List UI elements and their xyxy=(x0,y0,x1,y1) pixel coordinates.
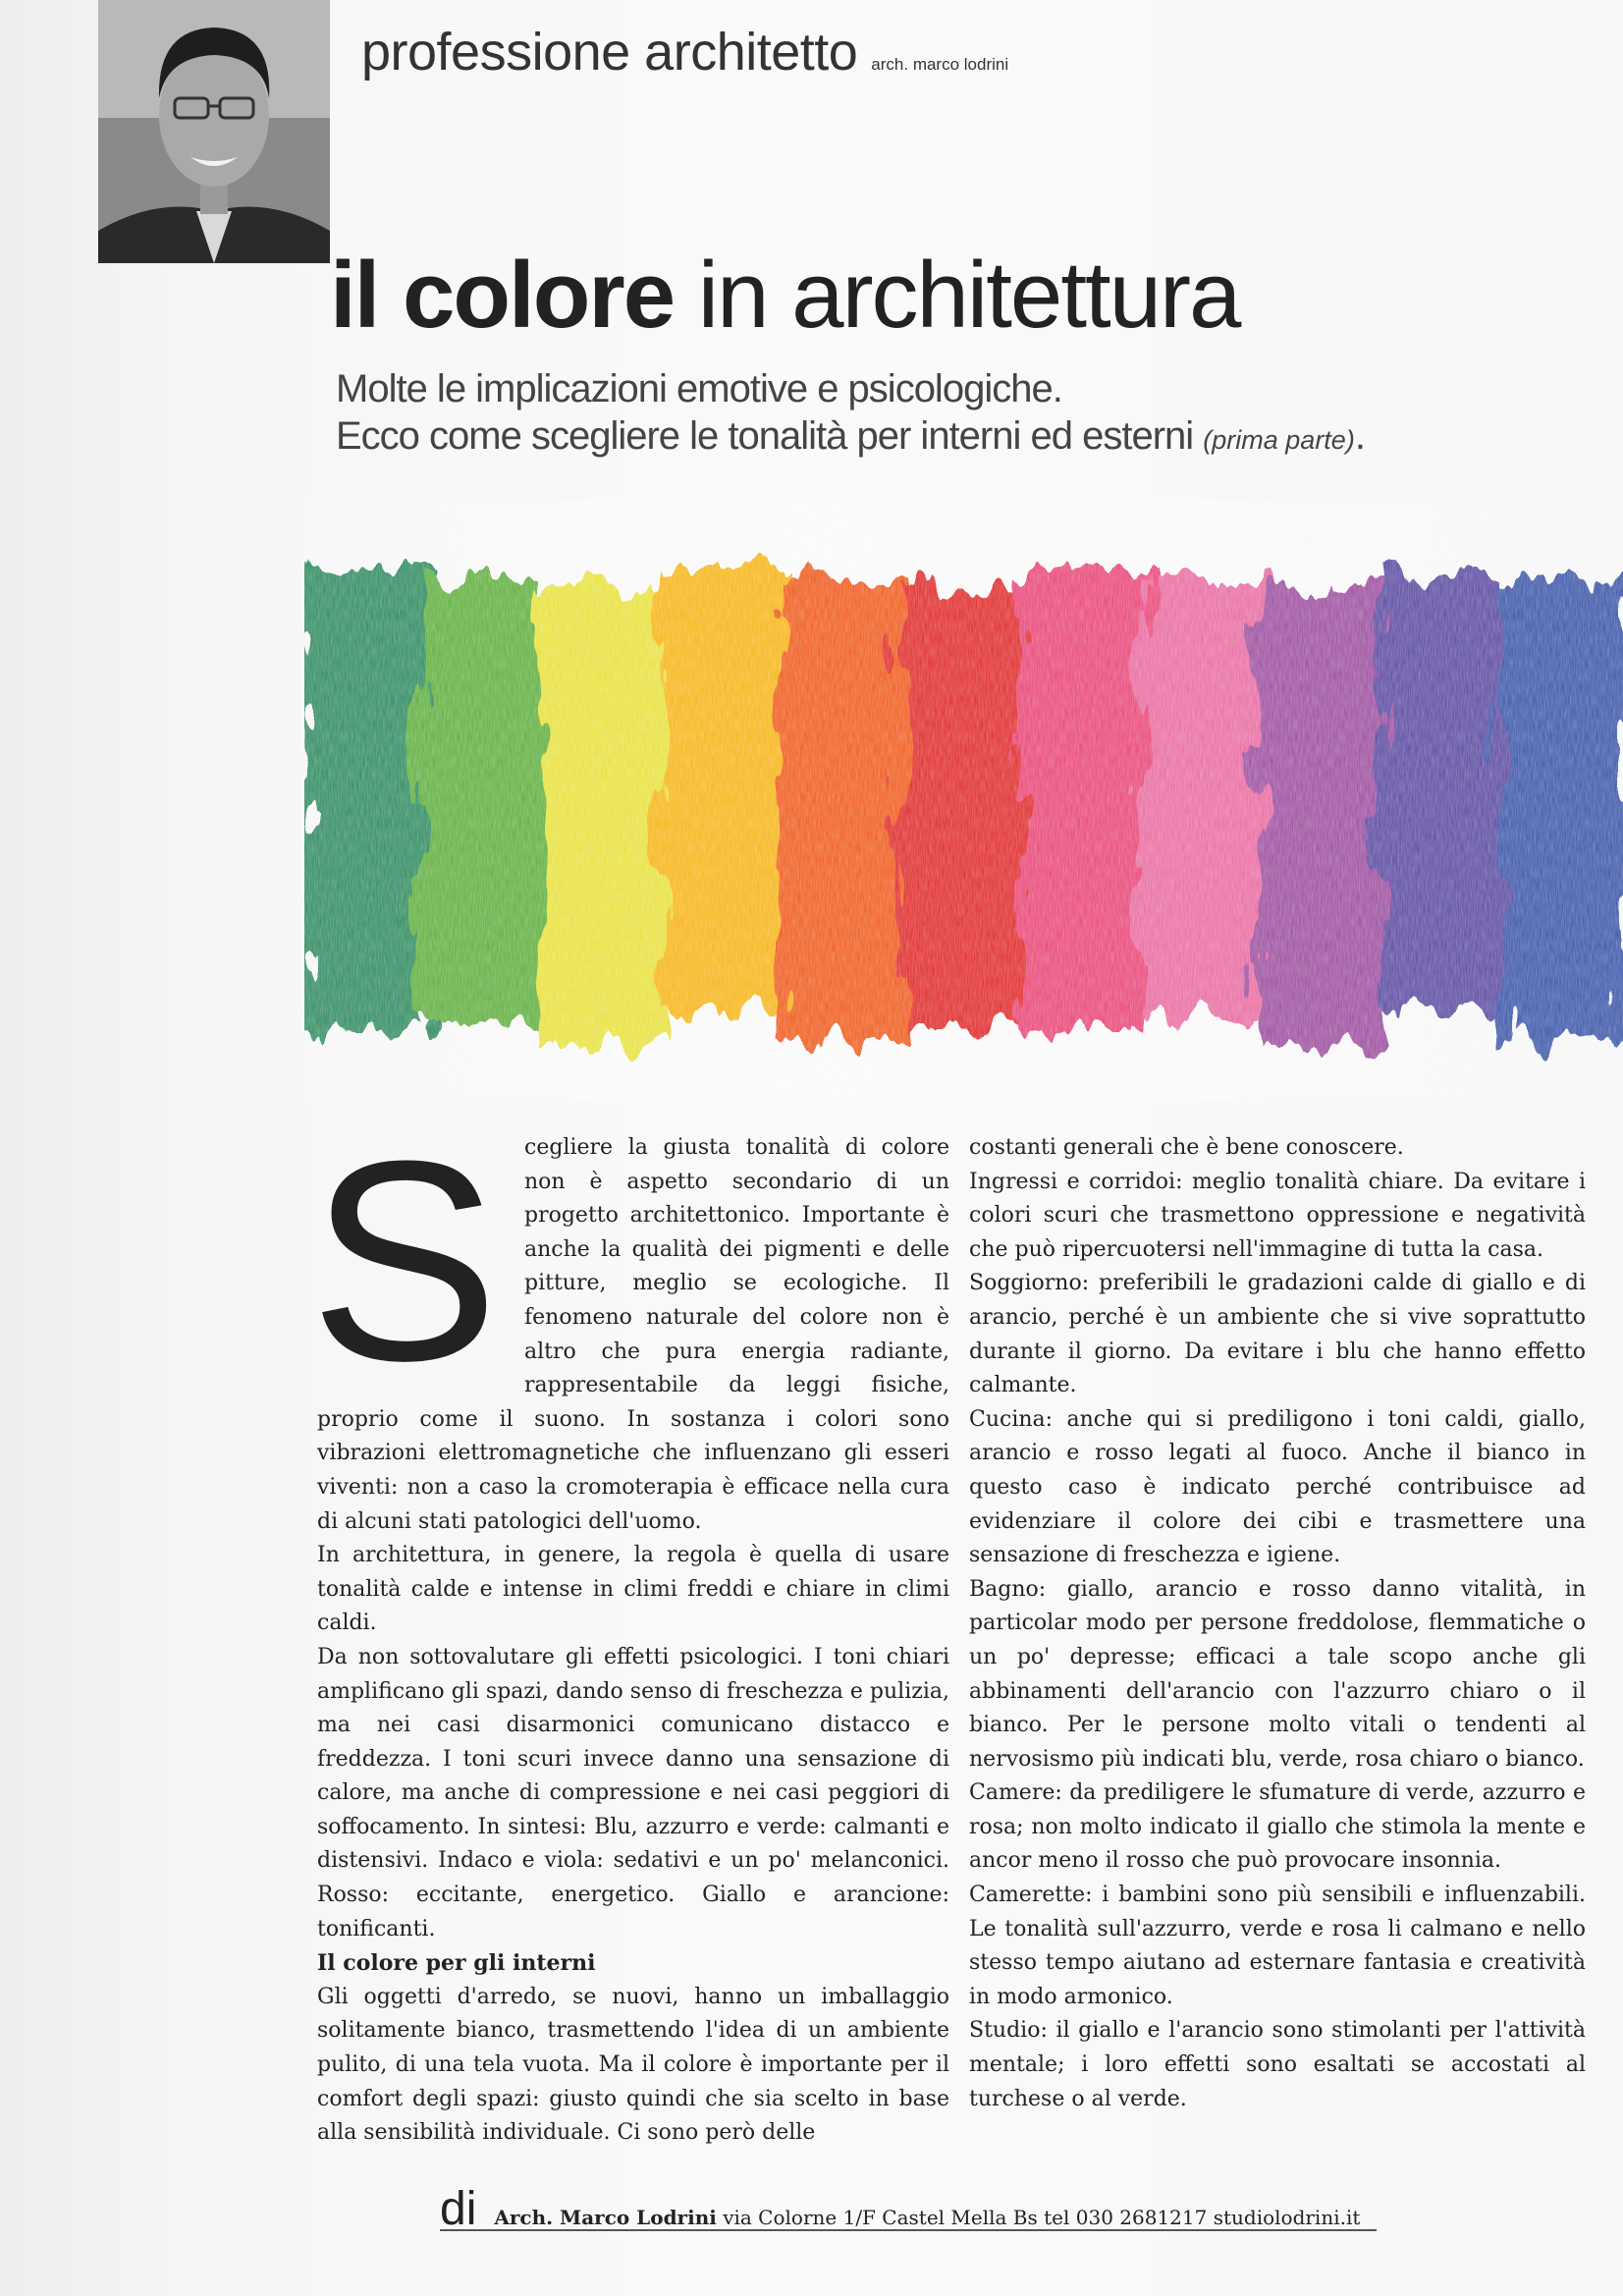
footer-name: Arch. Marco Lodrini xyxy=(494,2206,717,2229)
article-column-1 xyxy=(309,1102,949,2151)
paragraph: Soggiorno: preferibili le gradazioni calde di giallo e di arancio, perché è un ambiente che si vive soprattutto durante il giorno. Da evitare i blu che hanno effetto calmante. xyxy=(969,1271,1586,1398)
author-photo xyxy=(98,0,330,263)
headline xyxy=(330,244,1239,348)
subtitle-note: (prima parte) xyxy=(1203,425,1355,455)
headline-bold: il colore xyxy=(330,243,675,348)
footer-address: via Colorne 1/F Castel Mella Bs tel 030 2681217 studiolodrini.it xyxy=(716,2206,1361,2229)
footer-mark: di xyxy=(440,2183,477,2235)
byline: arch. marco lodrini xyxy=(871,55,1009,74)
footer xyxy=(440,2182,1377,2235)
subtitle-line-2 xyxy=(336,412,1365,464)
paragraph: costanti generali che è bene conoscere. xyxy=(969,1135,1404,1160)
headline-rest: in architettura xyxy=(674,243,1240,348)
paragraph: Da non sottovalutare gli effetti psicologici. I toni chiari amplificano gli spazi, dando senso di freschezza e pulizia, ma nei casi disarmonici comunicano distacco e freddezza. I toni scuri invece danno una sensazione di calore, ma anche di compressione e nei casi peggiori di soffocamento. In sintesi: Blu, azzurro e verde: calmanti e distensivi. Indaco e viola: sedativi e un po' melanconici. Rosso: eccitante, energetico. Giallo e arancione: tonificanti. xyxy=(317,1644,949,1941)
paragraph: cegliere la giusta tonalità di colore non è aspetto secondario di un progetto architettonico. Importante è anche la qualità dei pigmenti e delle pitture, meglio se ecologiche. Il fenomeno naturale del colore non è altro che pura energia radiante, rappresentabile da leggi fisiche, proprio come il suono. In sostanza i colori sono vibrazioni elettromagnetiche che influenzano gli esseri viventi: non a caso la cromoterapia è efficace nella cura di alcuni stati patologici dell'uomo. xyxy=(317,1135,949,1534)
section-title: professione architetto xyxy=(361,23,858,82)
paragraph: In architettura, in genere, la regola è quella di usare tonalità calde e intense in climi freddi e chiare in climi caldi. xyxy=(317,1543,949,1636)
paragraph: Ingressi e corridoi: meglio tonalità chiare. Da evitare i colori scuri che trasmettono oppressione e negatività che può ripercuotersi nell'immagine di tutta la casa. xyxy=(969,1169,1586,1262)
paragraph: Gli oggetti d'arredo, se nuovi, hanno un imballaggio solitamente bianco, trasmettendo l'idea di un ambiente pulito, di una tela vuota. Ma il colore è importante per il comfort degli spazi: giusto quindi che sia scelto in base alla sensibilità individuale. Ci sono però delle xyxy=(317,1984,949,2146)
subtitle-line-1: Molte le implicazioni emotive e psicologiche. xyxy=(336,367,1062,410)
color-swatch-image xyxy=(304,462,1623,1149)
section-label xyxy=(361,22,1008,82)
paragraph: Cucina: anche qui si prediligono i toni caldi, giallo, arancio e rosso legati al fuoco. Anche il bianco in questo caso è indicato perché contribuisce ad evidenziare il colore dei cibi e trasmettere una sensazione di freschezza e igiene. xyxy=(969,1406,1586,1568)
drop-cap: S xyxy=(309,1102,500,1420)
swatch-texture xyxy=(304,550,1623,1051)
footer-contact xyxy=(494,2206,1360,2229)
paragraph: Camerette: i bambini sono più sensibili e influenzabili. Le tonalità sull'azzurro, verde e rosa li calmano e nello stesso tempo aiutano ad esternare fantasia e creatività in modo armonico. xyxy=(969,1883,1586,2009)
paragraph: Camere: da prediligere le sfumature di verde, azzurro e rosa; non molto indicato il giallo che stimola la mente e ancor meno il rosso che può provocare insonnia. xyxy=(969,1780,1586,1874)
paragraph: Bagno: giallo, arancio e rosso danno vitalità, in particolar modo per persone freddolose, flemmatiche o un po' depresse; efficaci a tale scopo anche gli abbinamenti dell'arancio con l'azzurro chiaro o il bianco. Per le persone molto vitali o tendenti al nervosismo più indicati blu, verde, rosa chiaro o bianco. xyxy=(969,1576,1586,1772)
subtitle xyxy=(336,365,1365,464)
subtitle-line-2-end: . xyxy=(1354,414,1365,458)
article-column-2 xyxy=(969,1131,1586,2116)
section-heading: Il colore per gli interni xyxy=(317,1950,596,1977)
paragraph: Studio: il giallo e l'arancio sono stimolanti per l'attività mentale; i loro effetti sono esaltati se accostati al turchese o al verde. xyxy=(969,2018,1586,2111)
subtitle-line-2-text: Ecco come scegliere le tonalità per interni ed esterni xyxy=(336,414,1194,458)
